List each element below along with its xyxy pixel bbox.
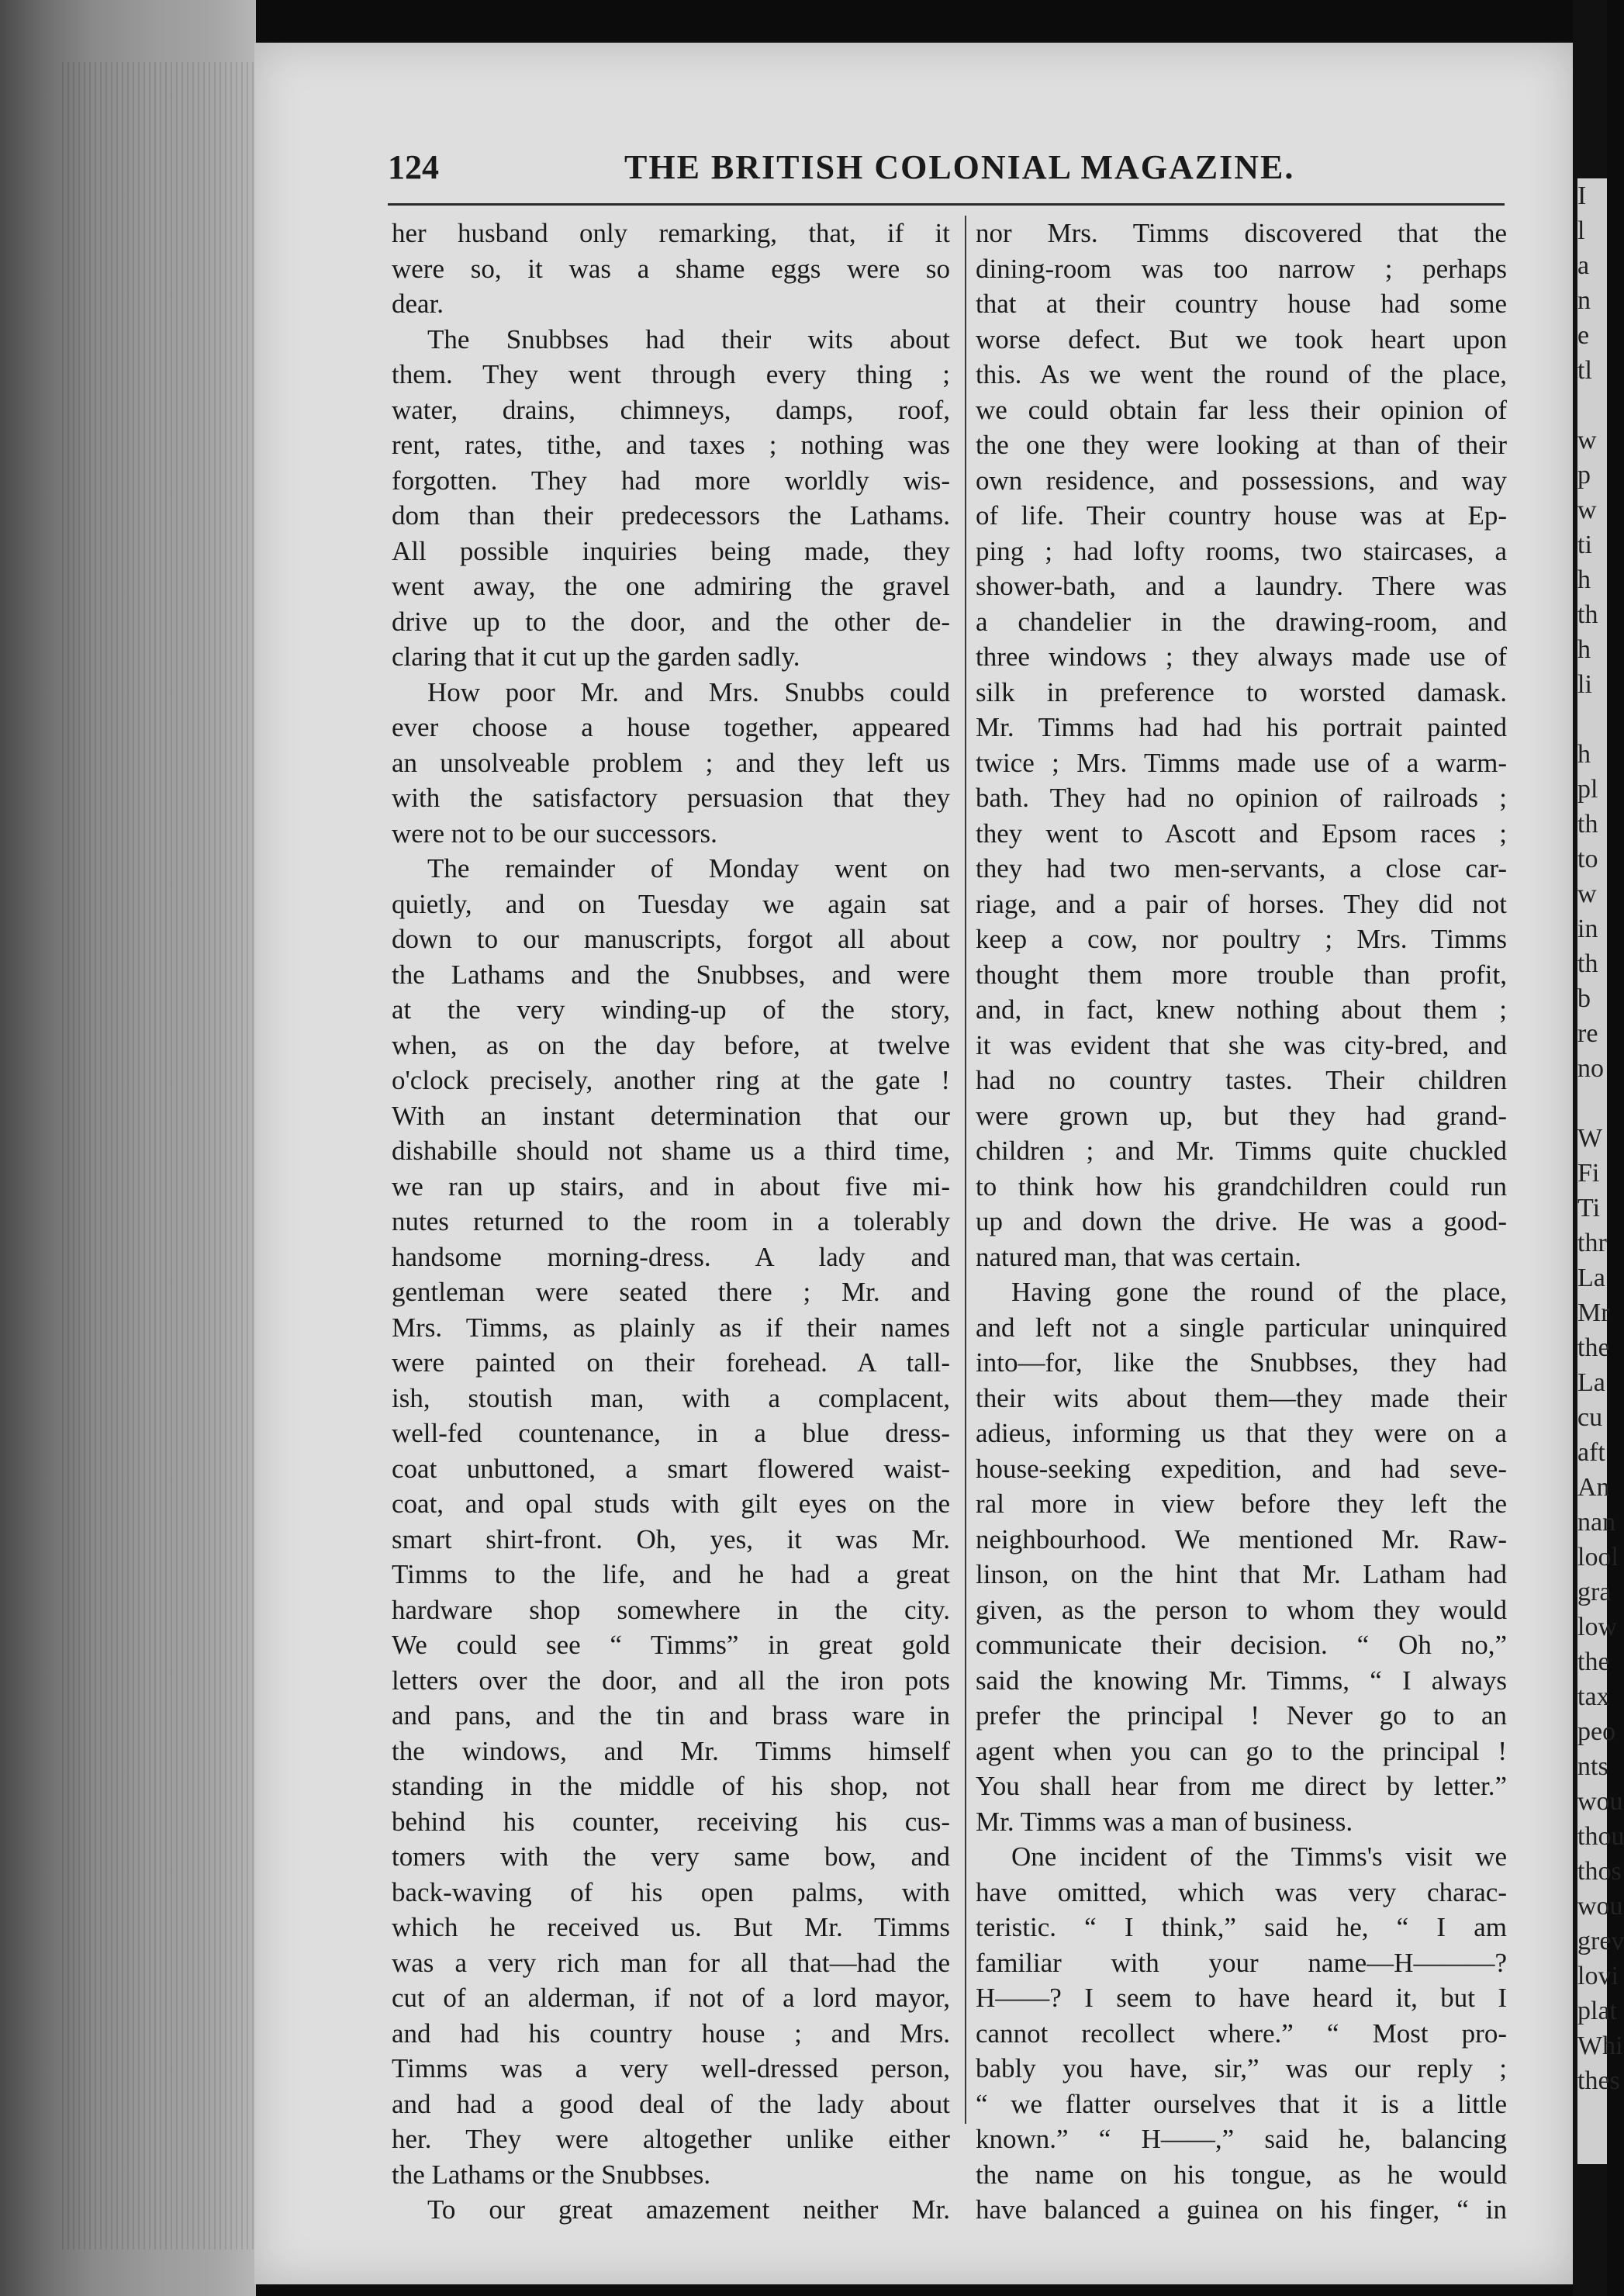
text-line: behind his counter, receiving his cus-: [392, 1806, 950, 1837]
text-line: water, drains, chimneys, damps, roof,: [392, 394, 950, 425]
next-page-line-fragment: th: [1577, 810, 1598, 839]
book-page-edges: [0, 0, 256, 2296]
text-line: of life. Their country house was at Ep-: [976, 500, 1507, 531]
text-line: and left not a single particular uninquired: [976, 1312, 1507, 1343]
text-line: letters over the door, and all the iron pots: [392, 1665, 950, 1696]
text-line: them. They went through every thing ;: [392, 359, 950, 389]
next-page-line-fragment: h: [1577, 740, 1591, 769]
text-line: and had a good deal of the lady about: [392, 2088, 950, 2119]
text-line: Mr. Timms was a man of business.: [976, 1806, 1353, 1837]
next-page-line-fragment: no: [1577, 1054, 1604, 1083]
text-line: the Lathams or the Snubbses.: [392, 2159, 711, 2190]
text-line: we ran up stairs, and in about five mi-: [392, 1170, 950, 1202]
next-page-line-fragment: [1577, 1086, 1607, 1121]
text-line: when, as on the day before, at twelve: [392, 1029, 950, 1060]
text-line: dining-room was too narrow ; perhaps: [976, 253, 1507, 284]
text-line: agent when you can go to the principal !: [976, 1735, 1507, 1766]
running-header: [388, 147, 1505, 194]
text-line: had no country tastes. Their children: [976, 1065, 1507, 1095]
text-line: the Lathams and the Snubbses, and were: [392, 959, 950, 990]
text-line: o'clock precisely, another ring at the gate !: [392, 1065, 950, 1095]
text-line: and had his country house ; and Mrs.: [392, 2018, 950, 2049]
next-page-line-fragment: thou: [1577, 1822, 1624, 1851]
text-line: tomers with the very same bow, and: [392, 1841, 950, 1872]
text-line: dom than their predecessors the Lathams.: [392, 500, 950, 531]
next-page-line-fragment: e: [1577, 321, 1590, 350]
text-line: children ; and Mr. Timms quite chuckled: [976, 1136, 1507, 1166]
running-title: THE BRITISH COLONIAL MAGAZINE.: [624, 148, 1295, 186]
next-page-line-fragment: the: [1577, 1333, 1610, 1362]
next-page-line-fragment: Whi: [1577, 2031, 1623, 2060]
text-line: standing in the middle of his shop, not: [392, 1771, 950, 1801]
next-page-line-fragment: thr: [1577, 1229, 1607, 1257]
text-line: The Snubbses had their wits about: [427, 323, 950, 354]
next-page-line-fragment: [1577, 388, 1607, 423]
next-page-line-fragment: La: [1577, 1264, 1605, 1292]
next-page-line-fragment: pl: [1577, 775, 1598, 804]
text-line: nutes returned to the room in a tolerably: [392, 1206, 950, 1236]
text-line: coat, and opal studs with gilt eyes on the: [392, 1489, 950, 1519]
text-line: their wits about them—they made their: [976, 1382, 1507, 1413]
text-line: natured man, that was certain.: [976, 1241, 1301, 1272]
next-page-line-fragment: thos: [1577, 1857, 1622, 1886]
text-line: were not to be our successors.: [392, 818, 717, 849]
text-line: nor Mrs. Timms discovered that the: [976, 218, 1507, 248]
text-line: they had two men-servants, a close car-: [976, 853, 1507, 883]
text-line: which he received us. But Mr. Timms: [392, 1912, 950, 1942]
text-line: hardware shop somewhere in the city.: [392, 1594, 950, 1625]
text-line: neighbourhood. We mentioned Mr. Raw-: [976, 1523, 1507, 1554]
text-line: forgotten. They had more worldly wis-: [392, 465, 950, 496]
next-page-line-fragment: w: [1577, 880, 1597, 908]
next-page-line-fragment: thes: [1577, 2066, 1620, 2095]
next-page-line-fragment: An: [1577, 1473, 1610, 1502]
next-page-line-fragment: tax: [1577, 1682, 1610, 1711]
next-page-line-fragment: h: [1577, 565, 1591, 594]
next-page-line-fragment: th: [1577, 600, 1598, 629]
text-line: and pans, and the tin and brass ware in: [392, 1700, 950, 1731]
text-line: that at their country house had some: [976, 289, 1507, 319]
text-line: Mr. Timms had had his portrait painted: [976, 712, 1507, 742]
text-line: smart shirt-front. Oh, yes, it was Mr.: [392, 1523, 950, 1554]
text-line: ish, stoutish man, with a complacent,: [392, 1382, 950, 1413]
next-page-line-fragment: gra: [1577, 1578, 1612, 1606]
next-page-line-fragment: Mr: [1577, 1298, 1610, 1327]
text-line: How poor Mr. and Mrs. Snubbs could: [427, 676, 950, 707]
text-column-right: [976, 216, 1507, 2228]
text-line: have balanced a guinea on his finger, “ in: [976, 2194, 1507, 2225]
next-page-line-fragment: nts: [1577, 1752, 1608, 1781]
text-line: given, as the person to whom they would: [976, 1594, 1507, 1625]
text-line: Timms to the life, and he had a great: [392, 1559, 950, 1589]
text-line: Timms was a very well-dressed person,: [392, 2053, 950, 2083]
text-line: it was evident that she was city-bred, and: [976, 1029, 1507, 1060]
text-line: at the very winding-up of the story,: [392, 994, 950, 1025]
text-line: said the knowing Mr. Timms, “ I always: [976, 1665, 1507, 1696]
text-line: cannot recollect where.” “ Most pro-: [976, 2018, 1507, 2049]
text-line: riage, and a pair of horses. They did not: [976, 888, 1507, 919]
column-divider: [965, 216, 966, 2124]
next-page-line-fragment: wou: [1577, 1787, 1623, 1816]
text-line: her husband only remarking, that, if it: [392, 218, 950, 248]
text-line: All possible inquiries being made, they: [392, 535, 950, 566]
text-line: rent, rates, tithe, and taxes ; nothing was: [392, 430, 950, 460]
text-line: drive up to the door, and the other de-: [392, 606, 950, 637]
text-line: were painted on their forehead. A tall-: [392, 1347, 950, 1378]
text-line: H——? I seem to have heard it, but I: [976, 1983, 1507, 2013]
text-line: with the satisfactory persuasion that they: [392, 783, 950, 813]
next-page-fragment: [1573, 0, 1624, 2296]
next-page-line-fragment: a: [1577, 251, 1590, 280]
text-line: ping ; had lofty rooms, two staircases, a: [976, 535, 1507, 566]
text-line: have omitted, which was very charac-: [976, 1876, 1507, 1907]
next-page-line-fragment: plat: [1577, 1997, 1617, 2025]
next-page-line-fragment: li: [1577, 670, 1592, 699]
next-page-line-fragment: to: [1577, 845, 1598, 873]
text-line: this. As we went the round of the place,: [976, 359, 1507, 389]
text-line: Mrs. Timms, as plainly as if their names: [392, 1312, 950, 1343]
next-page-line-fragment: lool: [1577, 1543, 1619, 1572]
text-line: With an instant determination that our: [392, 1100, 950, 1131]
next-page-line-fragment: h: [1577, 635, 1591, 664]
next-page-text-strip: [1577, 178, 1624, 2164]
text-line: linson, on the hint that Mr. Latham had: [976, 1559, 1507, 1589]
text-line: Having gone the round of the place,: [1011, 1277, 1507, 1307]
text-line: ever choose a house together, appeared: [392, 712, 950, 742]
next-page-line-fragment: b: [1577, 984, 1591, 1013]
text-line: to think how his grandchildren could run: [976, 1170, 1507, 1202]
text-line: worse defect. But we took heart upon: [976, 323, 1507, 354]
text-line: down to our manuscripts, forgot all about: [392, 924, 950, 954]
text-line: and, in fact, knew nothing about them ;: [976, 994, 1507, 1025]
text-line: keep a cow, nor poultry ; Mrs. Timms: [976, 924, 1507, 954]
text-line: house-seeking expedition, and had seve-: [976, 1453, 1507, 1484]
text-line: they went to Ascott and Epsom races ;: [976, 818, 1507, 849]
text-line: adieus, informing us that they were on a: [976, 1418, 1507, 1448]
text-line: We could see “ Timms” in great gold: [392, 1630, 950, 1660]
text-line: three windows ; they always made use of: [976, 641, 1507, 672]
text-line: One incident of the Timms's visit we: [1011, 1841, 1507, 1872]
text-line: The remainder of Monday went on: [427, 853, 950, 883]
text-line: familiar with your name—H———?: [976, 1947, 1507, 1978]
next-page-line-fragment: in: [1577, 915, 1598, 943]
next-page-line-fragment: Ti: [1577, 1194, 1601, 1222]
next-page-line-fragment: n: [1577, 286, 1591, 315]
text-line: back-waving of his open palms, with: [392, 1876, 950, 1907]
text-line: prefer the principal ! Never go to an: [976, 1700, 1507, 1731]
text-line: up and down the drive. He was a good-: [976, 1206, 1507, 1236]
header-rule: [388, 203, 1505, 206]
text-line: were so, it was a shame eggs were so: [392, 253, 950, 284]
text-line: quietly, and on Tuesday we again sat: [392, 888, 950, 919]
page-number: 124: [388, 148, 439, 186]
text-line: dear.: [392, 289, 444, 319]
next-page-line-fragment: [1577, 702, 1607, 737]
text-line: a chandelier in the drawing-room, and: [976, 606, 1507, 637]
text-line: was a very rich man for all that—had the: [392, 1947, 950, 1978]
next-page-line-fragment: w: [1577, 426, 1597, 455]
text-line: You shall hear from me direct by letter.”: [976, 1771, 1507, 1801]
text-line: own residence, and possessions, and way: [976, 465, 1507, 496]
text-line: bably you have, sir,” was our reply ;: [976, 2053, 1507, 2083]
text-column-left: [392, 216, 950, 2228]
page-edge-lines: [62, 62, 256, 2249]
text-line: were grown up, but they had grand-: [976, 1100, 1507, 1131]
text-line: coat unbuttoned, a smart flowered waist-: [392, 1453, 950, 1484]
text-line: “ we flatter ourselves that it is a little: [976, 2088, 1507, 2119]
next-page-line-fragment: I: [1577, 182, 1587, 210]
next-page-line-fragment: wou: [1577, 1892, 1623, 1921]
next-page-line-fragment: w: [1577, 496, 1597, 524]
next-page-line-fragment: aft: [1577, 1438, 1605, 1467]
text-line: her. They were altogether unlike either: [392, 2124, 950, 2154]
text-line: the windows, and Mr. Timms himself: [392, 1735, 950, 1766]
next-page-line-fragment: lovi: [1577, 1962, 1619, 1990]
text-line: claring that it cut up the garden sadly.: [392, 641, 800, 672]
text-line: communicate their decision. “ Oh no,”: [976, 1630, 1507, 1660]
text-line: To our great amazement neither Mr.: [427, 2194, 950, 2225]
next-page-line-fragment: l: [1577, 216, 1585, 245]
next-page-line-fragment: grev: [1577, 1927, 1624, 1955]
text-line: twice ; Mrs. Timms made use of a warm-: [976, 747, 1507, 778]
next-page-line-fragment: nan: [1577, 1508, 1616, 1537]
text-line: the name on his tongue, as he would: [976, 2159, 1507, 2190]
next-page-line-fragment: peo: [1577, 1717, 1616, 1746]
next-page-line-fragment: th: [1577, 949, 1598, 978]
next-page-line-fragment: low: [1577, 1613, 1617, 1641]
text-line: known.” “ H——,” said he, balancing: [976, 2124, 1507, 2154]
text-line: into—for, like the Snubbses, they had: [976, 1347, 1507, 1378]
next-page-line-fragment: tl: [1577, 356, 1592, 385]
text-line: went away, the one admiring the gravel: [392, 571, 950, 601]
text-line: the one they were looking at than of their: [976, 430, 1507, 460]
text-line: handsome morning-dress. A lady and: [392, 1241, 950, 1272]
next-page-line-fragment: cu: [1577, 1403, 1603, 1432]
text-line: we could obtain far less their opinion of: [976, 394, 1507, 425]
next-page-line-fragment: La: [1577, 1368, 1605, 1397]
text-line: silk in preference to worsted damask.: [976, 676, 1507, 707]
text-line: well-fed countenance, in a blue dress-: [392, 1418, 950, 1448]
text-line: an unsolveable problem ; and they left us: [392, 747, 950, 778]
text-line: cut of an alderman, if not of a lord mayor,: [392, 1983, 950, 2013]
text-line: thought them more trouble than profit,: [976, 959, 1507, 990]
next-page-line-fragment: re: [1577, 1019, 1598, 1048]
next-page-line-fragment: W: [1577, 1124, 1603, 1153]
text-line: gentleman were seated there ; Mr. and: [392, 1277, 950, 1307]
next-page-line-fragment: the: [1577, 1648, 1610, 1676]
text-line: bath. They had no opinion of railroads ;: [976, 783, 1507, 813]
next-page-line-fragment: ti: [1577, 531, 1592, 559]
text-line: shower-bath, and a laundry. There was: [976, 571, 1507, 601]
text-line: dishabille should not shame us a third time,: [392, 1136, 950, 1166]
next-page-line-fragment: p: [1577, 461, 1591, 489]
next-page-line-fragment: Fi: [1577, 1159, 1600, 1188]
text-line: teristic. “ I think,” said he, “ I am: [976, 1912, 1507, 1942]
text-line: ral more in view before they left the: [976, 1489, 1507, 1519]
